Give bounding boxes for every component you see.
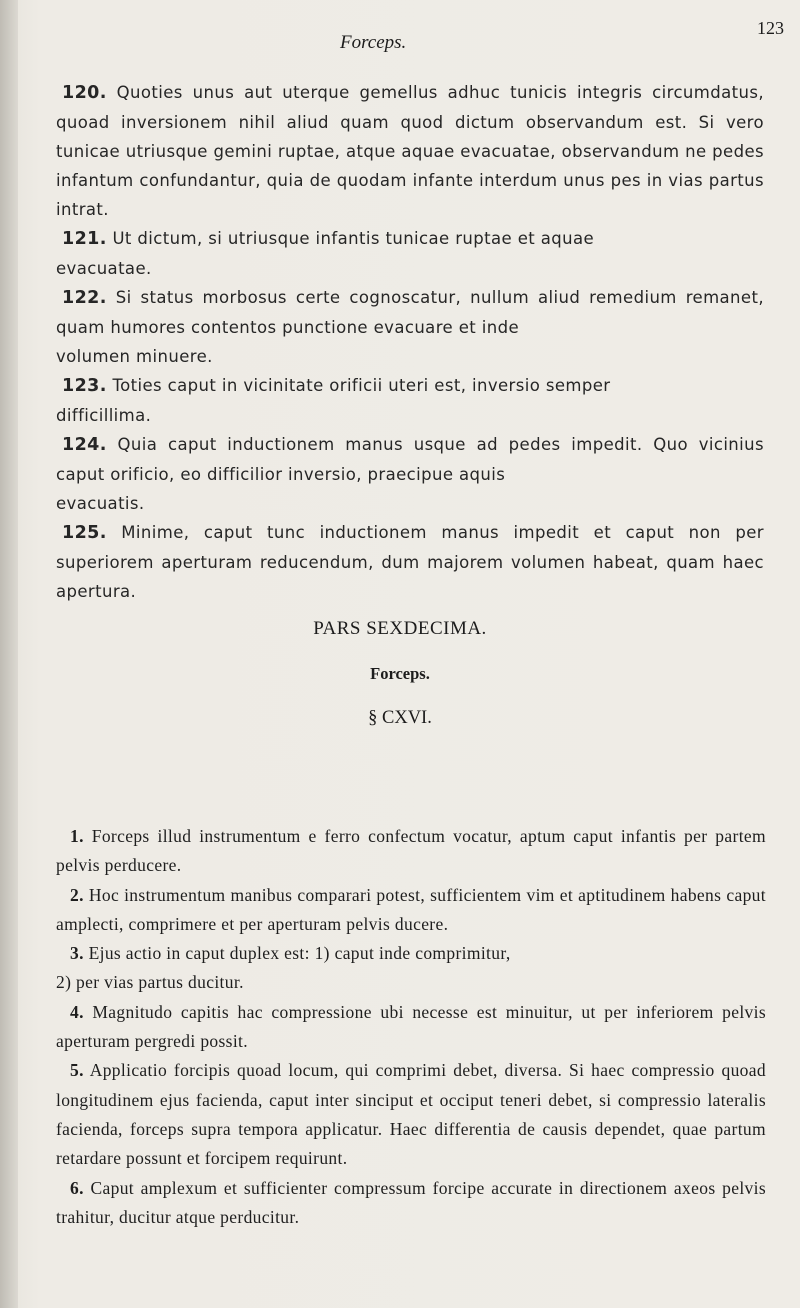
section-subject-heading: Forceps.: [370, 664, 430, 683]
paragraph-text: Magnitudo capitis hac compressione ubi necesse est minuitur, ut per inferiorem pelvis aperturam pergredi possit.: [56, 1001, 766, 1052]
paragraph-120: [56, 78, 764, 224]
paragraph-text: Toties caput in vicinitate orificii uteri est, inversio semper: [112, 376, 611, 395]
part-heading: PARS SEXDECIMA.: [313, 618, 487, 639]
paragraph-text: Forceps illud instrumentum e ferro confectum vocatur, aptum caput infantis per partem pelvis perducere.: [56, 826, 766, 876]
paragraph-text: Ut dictum, si utriusque infantis tunicae ruptae et aquae: [112, 229, 595, 248]
paragraph-text: Quoties unus aut uterque gemellus adhuc tunicis integris circumdatus, quoad inversionem nihil aliud quam quod dictum observandum est. Si vero tunicae utriusque gemini ruptae, atque aquae evacuatae, observandum ne pedes infantum confundantur, quia de quodam infante interdum unus pes in vias partus intrat.: [56, 83, 764, 219]
paragraph-124-continuation: evacuatis.: [56, 494, 145, 513]
paragraph-123-continuation: difficillima.: [56, 406, 152, 425]
paragraph-number: 1.: [70, 826, 84, 846]
paragraph-text: Minime, caput tunc inductionem manus impedit et caput non per superiorem aperturam reducendum, dum majorem volumen habeat, quam haec apertura.: [56, 523, 764, 601]
lower-paragraphs: [56, 822, 766, 1232]
paragraph-number: 2.: [70, 884, 84, 905]
paragraph-text: Si status morbosus certe cognoscatur, nullum aliud remedium remanet, quam humores contentos punctione evacuare et inde: [56, 288, 764, 337]
paragraph-3-continuation: 2) per vias partus ducitur.: [56, 972, 244, 993]
paragraph-2: [56, 881, 766, 940]
paragraph-text: Ejus actio in caput duplex est: 1) caput inde comprimitur,: [88, 943, 511, 964]
paragraph-122: [56, 283, 764, 342]
paragraph-121-continuation: evacuatae.: [56, 259, 152, 278]
paragraph-4: [56, 998, 766, 1057]
paragraph-number: 121.: [62, 229, 107, 249]
paragraph-text: Quia caput inductionem manus usque ad pedes impedit. Quo vicinius caput orificio, eo difficilior inversio, praecipue aquis: [56, 435, 764, 484]
running-head-title: Forceps.: [340, 32, 407, 53]
paragraph-number: 5.: [70, 1060, 84, 1081]
paragraph-3: [56, 939, 766, 968]
page-number: 123: [757, 18, 784, 38]
paragraph-1: [56, 822, 766, 881]
paragraph-number: 122.: [62, 288, 107, 308]
paragraph-number: 3.: [70, 943, 84, 964]
paragraph-number: 4.: [70, 1001, 84, 1022]
paragraph-text: Hoc instrumentum manibus comparari potest, sufficientem vim et aptitudinem habens caput amplecti, comprimere et per aperturam pelvis ducere.: [56, 884, 766, 934]
section-number-heading: § CXVI.: [368, 708, 432, 728]
page-binding-shadow: [0, 0, 18, 1308]
paragraph-121: [56, 224, 764, 254]
paragraph-text: Applicatio forcipis quoad locum, qui comprimi debet, diversa. Si haec compressio quoad longitudinem ejus facienda, caput inter sinciput et occiput teneri debet, si compressio lateralis facienda, forceps supra tempora applicatur. Haec differentia de causis dependet, quae partum retardare possunt et forcipem requirunt.: [56, 1060, 766, 1169]
paragraph-6: [56, 1174, 766, 1233]
paragraph-123: [56, 371, 764, 401]
paragraph-number: 124.: [62, 435, 107, 455]
upper-paragraphs: [56, 78, 764, 606]
running-head: [0, 18, 800, 52]
paragraph-number: 120.: [62, 83, 107, 103]
paragraph-number: 123.: [62, 376, 107, 396]
paragraph-text: Caput amplexum et sufficienter compressum forcipe accurate in directionem axeos pelvis trahitur, ducitur atque perducitur.: [56, 1177, 766, 1227]
paragraph-125: [56, 518, 764, 606]
paragraph-124: [56, 430, 764, 489]
paragraph-122-continuation: volumen minuere.: [56, 347, 213, 366]
paragraph-number: 6.: [70, 1177, 84, 1198]
paragraph-number: 125.: [62, 523, 107, 543]
paragraph-5: [56, 1056, 766, 1173]
